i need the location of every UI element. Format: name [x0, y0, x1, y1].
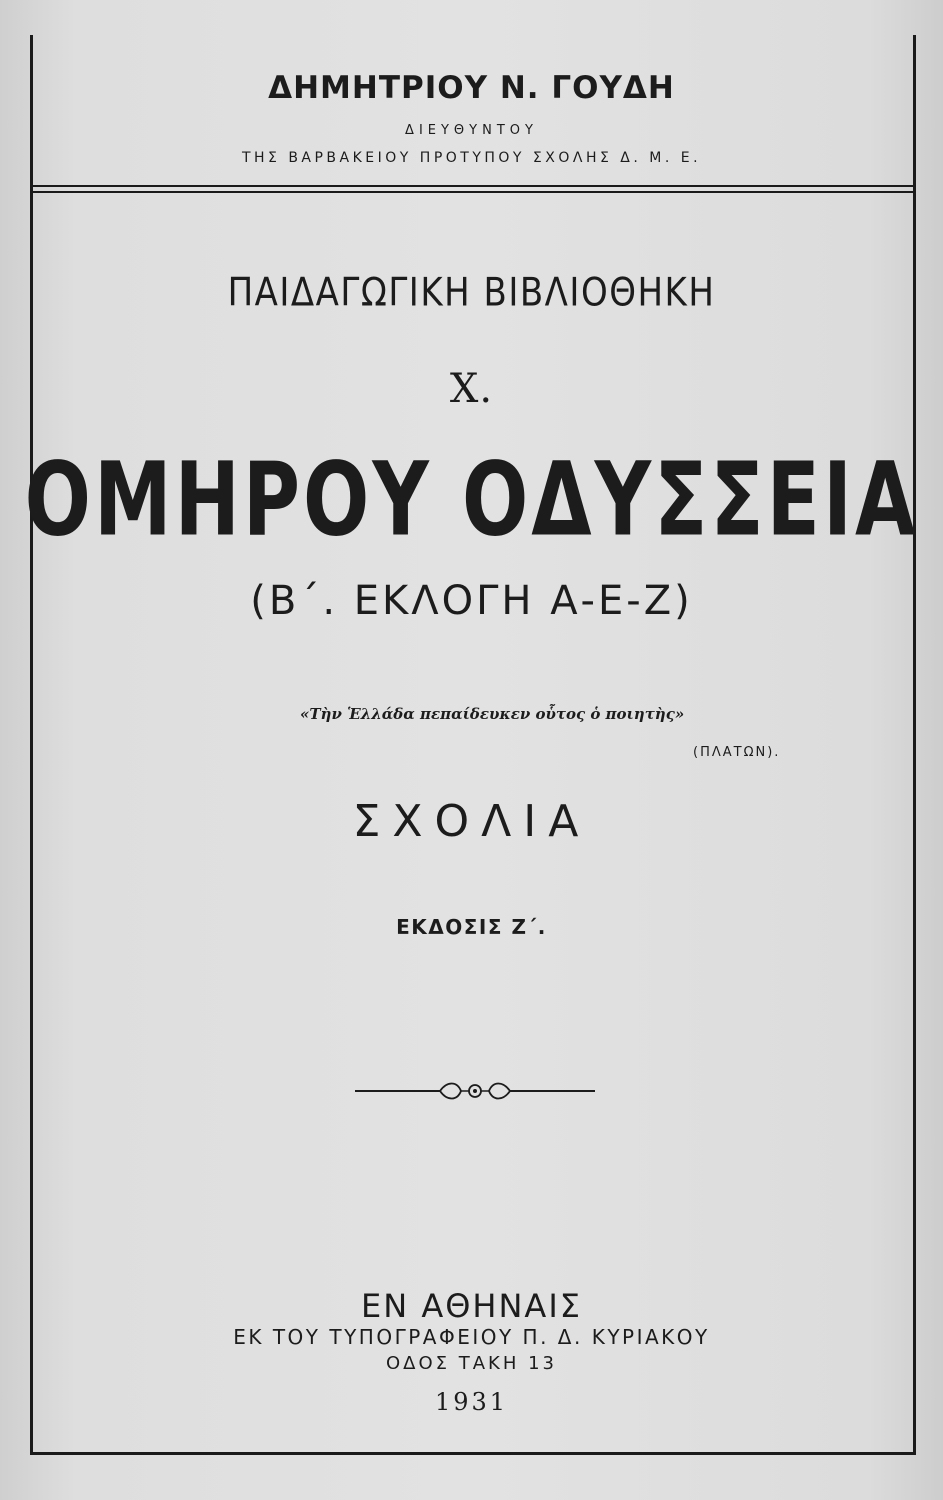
selection-subtitle: (Β΄. ΕΚΛΟΓΗ Α-Ε-Ζ) [250, 578, 693, 624]
edition-label: ΕΚΔΟΣΙΣ Ζ΄. [396, 915, 547, 939]
author-name: ΔΗΜΗΤΡΙΟΥ Ν. ΓΟΥΔΗ [268, 70, 675, 106]
imprint-street: ΟΔΟΣ ΤΑΚΗ 13 [385, 1353, 558, 1374]
author-role: ΔΙΕΥΘΥΝΤΟΥ [405, 123, 538, 138]
ornament-divider-icon [355, 1076, 595, 1106]
imprint-printer: ΕΚ ΤΟΥ ΤΥΠΟΓΡΑΦΕΙΟΥ Π. Δ. ΚΥΡΙΑΚΟΥ [233, 1325, 710, 1349]
page-border [30, 35, 916, 1455]
book-title: ΟΜΗΡΟΥ ΟΔΥΣΣΕΙΑ [24, 442, 919, 559]
school-name: ΤΗΣ ΒΑΡΒΑΚΕΙΟΥ ΠΡΟΤΥΠΟΥ ΣΧΟΛΗΣ Δ. Μ. Ε. [241, 150, 702, 166]
publication-year: 1931 [434, 1388, 509, 1416]
series-title: ΠΑΙΔΑΓΩΓΙΚΗ ΒΙΒΛΙΟΘΗΚΗ [227, 270, 716, 316]
notes-heading: ΣΧΟΛΙΑ [352, 796, 591, 847]
epigraph-quote: «Τὴν Ἑλλάδα πεπαίδευκεν οὗτος ὁ ποιητὴς» [300, 705, 685, 723]
imprint-place: ΕΝ ΑΘΗΝΑΙΣ [361, 1287, 582, 1325]
header-double-rule [33, 185, 913, 193]
epigraph-author: (ΠΛΑΤΩΝ). [693, 745, 781, 760]
volume-number: X. [449, 366, 494, 412]
